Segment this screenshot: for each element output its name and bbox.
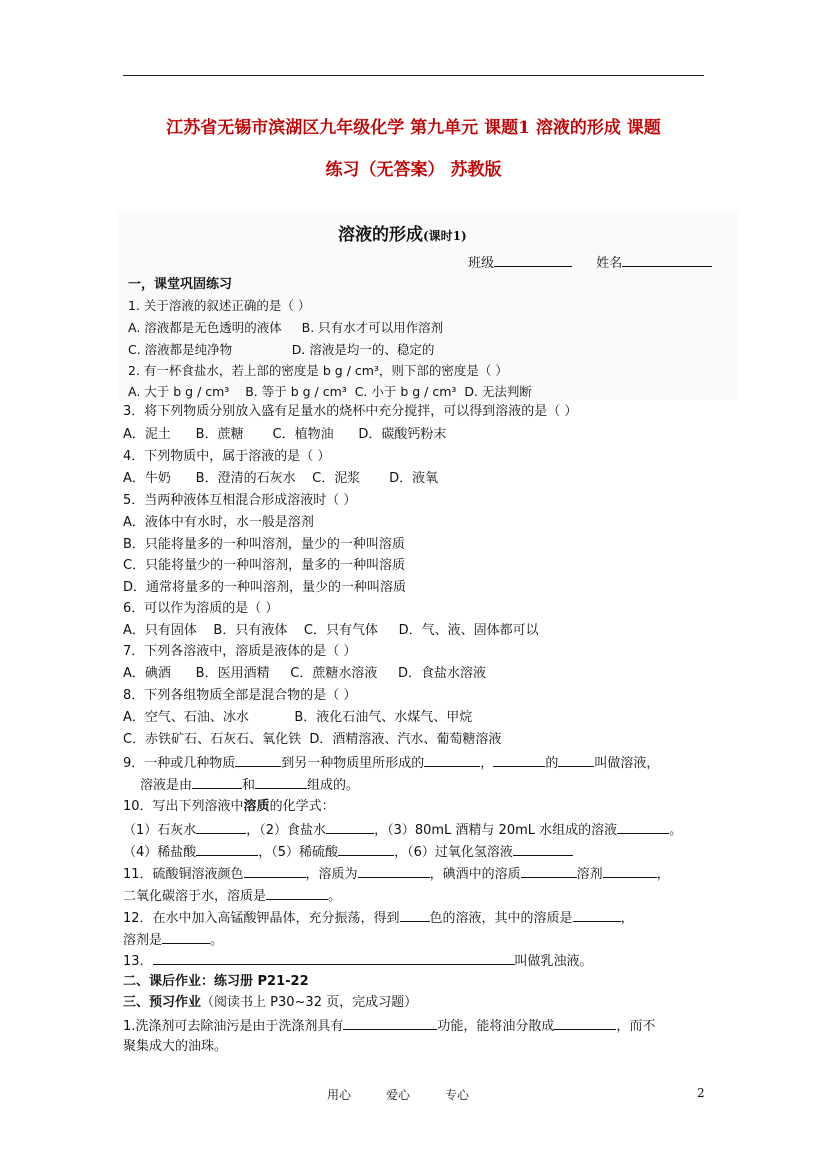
doc-title-line2: 练习（无答案） 苏教版 bbox=[325, 160, 502, 180]
question-line: 3．将下列物质分别放入盛有足量水的烧杯中充分搅拌，可以得到溶液的是（ ） bbox=[123, 404, 578, 419]
footer-text-2: 爱心 bbox=[386, 1088, 411, 1102]
q9-line2: 溶液是由 和 组成的。 bbox=[140, 775, 359, 795]
q9-line1: 9．一种或几种物质 到另一种物质里所形成的 ， 的 叫做溶液， bbox=[123, 753, 659, 773]
q12-line2: 溶剂是 。 bbox=[123, 930, 223, 950]
page-number: 2 bbox=[697, 1086, 705, 1100]
option-line: A．空气、石油、冰水 B．液化石油气、水煤气、甲烷 bbox=[123, 710, 473, 725]
option-line: D．通常将量多的一种叫溶剂，量少的一种叫溶质 bbox=[123, 580, 407, 595]
q1-stem: 1. 关于溶液的叙述正确的是（ ） bbox=[128, 298, 311, 313]
scanned-exercise-block bbox=[118, 212, 738, 400]
q1-options-cd: C. 溶液都是纯净物 D. 溶液是均一的、稳定的 bbox=[128, 342, 435, 357]
q2-options: A. 大于 b g / cm³ B. 等于 b g / cm³ C. 小于 b g / cm³ D. 无法判断 bbox=[128, 384, 532, 399]
q1-options-ab: A. 溶液都是无色透明的液体 B. 只有水才可以用作溶剂 bbox=[128, 320, 444, 335]
option-line: B．只能将量多的一种叫溶剂，量少的一种叫溶质 bbox=[123, 537, 405, 552]
q11-line1: 11．硫酸铜溶液颜色 ，溶质为 ，碘酒中的溶质 溶剂 ， bbox=[123, 864, 670, 884]
class-name-fields: 班级 姓名 bbox=[468, 252, 712, 271]
section3-heading: 三、预习作业（阅读书上 P30~32 页，完成习题） bbox=[123, 995, 418, 1010]
q2-stem: 2. 有一杯食盐水，若上部的密度是 b g / cm³，则下部的密度是（ ） bbox=[128, 363, 508, 378]
question-line: 7．下列各溶液中，溶质是液体的是（ ） bbox=[123, 644, 357, 659]
option-line: A．泥土 B．蔗糖 C．植物油 D．碳酸钙粉末 bbox=[123, 427, 447, 442]
doc-title-line1: 江苏省无锡市滨湖区九年级化学 第九单元 课题1 溶液的形成 课题 bbox=[166, 118, 661, 138]
option-line: C．只能将量少的一种叫溶剂，量多的一种叫溶质 bbox=[123, 558, 406, 573]
option-line: A．只有固体 B．只有液体 C．只有气体 D．气、液、固体都可以 bbox=[123, 623, 539, 638]
preview-q1-line2: 聚集成大的油珠。 bbox=[123, 1039, 228, 1054]
footer-text-3: 专心 bbox=[445, 1088, 470, 1102]
header-rule bbox=[123, 75, 704, 76]
question-line: 6．可以作为溶质的是（ ） bbox=[123, 601, 279, 616]
q10-row2: （4）稀盐酸 ，（5）稀硫酸 ，（6）过氧化氢溶液 bbox=[123, 842, 573, 862]
section1-heading: 一，课堂巩固练习 bbox=[128, 277, 233, 292]
question-line: 8．下列各组物质全部是混合物的是（ ） bbox=[123, 688, 357, 703]
option-line: A．液体中有水时，水一般是溶剂 bbox=[123, 515, 314, 530]
q13-line: 13． 叫做乳浊液。 bbox=[123, 951, 593, 971]
section2-heading: 二、课后作业：练习册 P21-22 bbox=[123, 974, 309, 989]
question-line: 5．当两种液体互相混合形成溶液时（ ） bbox=[123, 493, 357, 508]
q11-line2: 二氧化碳溶于水，溶质是 。 bbox=[123, 886, 341, 906]
preview-q1-line1: 1.洗涤剂可去除油污是由于洗涤剂具有 功能，能将油分散成 ，而不 bbox=[123, 1016, 655, 1036]
q10-row1: （1）石灰水 ，（2）食盐水 ，（3）80mL 酒精与 20mL 水组成的溶液 。 bbox=[123, 820, 682, 840]
footer-text-1: 用心 bbox=[327, 1088, 352, 1102]
q10-heading: 10．写出下列溶液中溶质的化学式： bbox=[123, 799, 335, 814]
scan-heading: 溶液的形成(课时1) bbox=[338, 225, 467, 245]
option-line: C．赤铁矿石、石灰石、氧化铁 D．酒精溶液、汽水、葡萄糖溶液 bbox=[123, 732, 502, 747]
option-line: A．碘酒 B．医用酒精 C．蔗糖水溶液 D．食盐水溶液 bbox=[123, 666, 487, 681]
option-line: A．牛奶 B．澄清的石灰水 C．泥浆 D．液氧 bbox=[123, 471, 439, 486]
q12-line1: 12．在水中加入高锰酸钾晶体，充分振荡，得到 色的溶液，其中的溶质是 ， bbox=[123, 908, 634, 928]
question-line: 4．下列物质中，属于溶液的是（ ） bbox=[123, 449, 331, 464]
